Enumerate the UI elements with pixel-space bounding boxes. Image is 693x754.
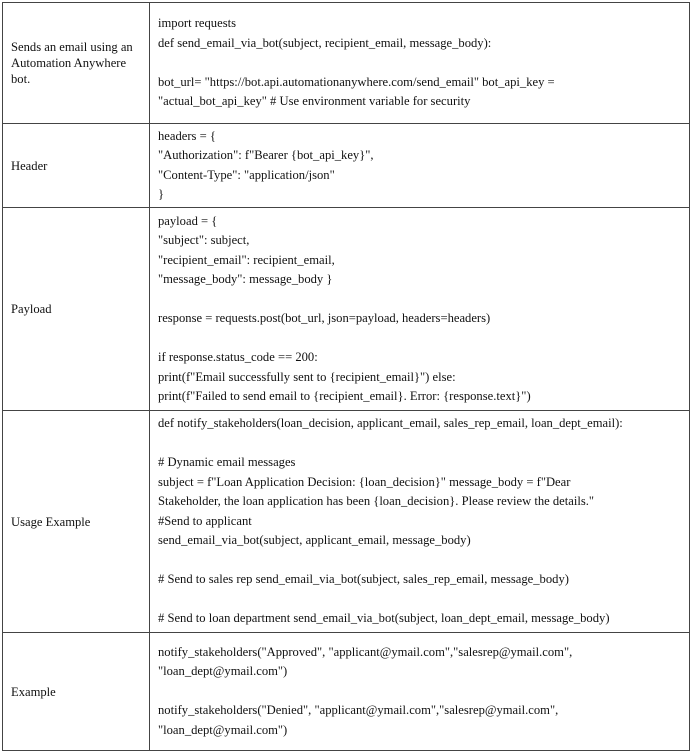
code-line: print(f"Email successfully sent to {recipient_email}") else: (158, 369, 456, 384)
code-line: notify_stakeholders("Approved", "applicant@ymail.com","salesrep@ymail.com", (158, 644, 573, 659)
blank-line (158, 434, 683, 454)
code-line: payload = { (158, 213, 218, 228)
code-line: notify_stakeholders("Denied", "applicant@ymail.com","salesrep@ymail.com", (158, 703, 559, 718)
code-line: } (158, 187, 165, 201)
code-line: headers = { (158, 128, 216, 143)
blank-line (158, 329, 683, 349)
code-line: "Authorization": f"Bearer {bot_api_key}", (158, 148, 374, 162)
code-cell (150, 3, 690, 124)
code-line: send_email_via_bot(subject, applicant_email, message_body) (158, 533, 471, 548)
code-line: def send_email_via_bot(subject, recipient_email, message_body): (158, 35, 492, 50)
code-line: response = requests.post(bot_url, json=payload, headers=headers) (158, 311, 491, 325)
row-label: Sends an email using an Automation Anywhere bot. (3, 3, 150, 124)
code-line: print(f"Failed to send email to {recipient_email}. Error: {response.text}") (158, 389, 531, 403)
blank-line (158, 682, 683, 702)
table-row (3, 633, 690, 751)
blank-line (158, 290, 683, 310)
table-row (3, 124, 690, 208)
code-line: bot_url= "https://bot.api.automationanywhere.com/send_email" bot_api_key = (158, 74, 555, 89)
code-cell (150, 633, 690, 751)
code-line: "Content-Type": "application/json" (158, 167, 335, 182)
blank-line (158, 590, 683, 610)
code-line: "subject": subject, (158, 233, 250, 247)
code-cell (150, 124, 690, 208)
code-line: "recipient_email": recipient_email, (158, 252, 335, 267)
row-label: Payload (3, 208, 150, 411)
blank-line (158, 551, 683, 571)
code-line: # Send to loan department send_email_via_bot(subject, loan_dept_email, message_body) (158, 611, 610, 626)
code-line: "loan_dept@ymail.com") (158, 664, 288, 679)
code-line: #Send to applicant (158, 513, 252, 528)
blank-line (158, 53, 683, 73)
code-line: # Send to sales rep send_email_via_bot(subject, sales_rep_email, message_body) (158, 572, 569, 587)
code-cell (150, 208, 690, 411)
code-line: "message_body": message_body } (158, 272, 333, 286)
code-line: import requests (158, 16, 236, 31)
code-documentation-table (2, 2, 690, 751)
table-row (3, 208, 690, 411)
row-label: Example (3, 633, 150, 751)
code-line: if response.status_code == 200: (158, 350, 318, 364)
code-line: def notify_stakeholders(loan_decision, applicant_email, sales_rep_email, loan_dept_email): (158, 416, 623, 431)
row-label: Usage Example (3, 411, 150, 633)
code-line: subject = f"Loan Application Decision: {loan_decision}" message_body = f"Dear (158, 474, 571, 489)
code-line: # Dynamic email messages (158, 455, 296, 470)
code-line: "loan_dept@ymail.com") (158, 722, 288, 737)
row-label: Header (3, 124, 150, 208)
code-cell (150, 411, 690, 633)
code-line: "actual_bot_api_key" # Use environment variable for security (158, 94, 471, 109)
table-row (3, 411, 690, 633)
table-row (3, 3, 690, 124)
code-line: Stakeholder, the loan application has been {loan_decision}. Please review the details." (158, 494, 595, 509)
